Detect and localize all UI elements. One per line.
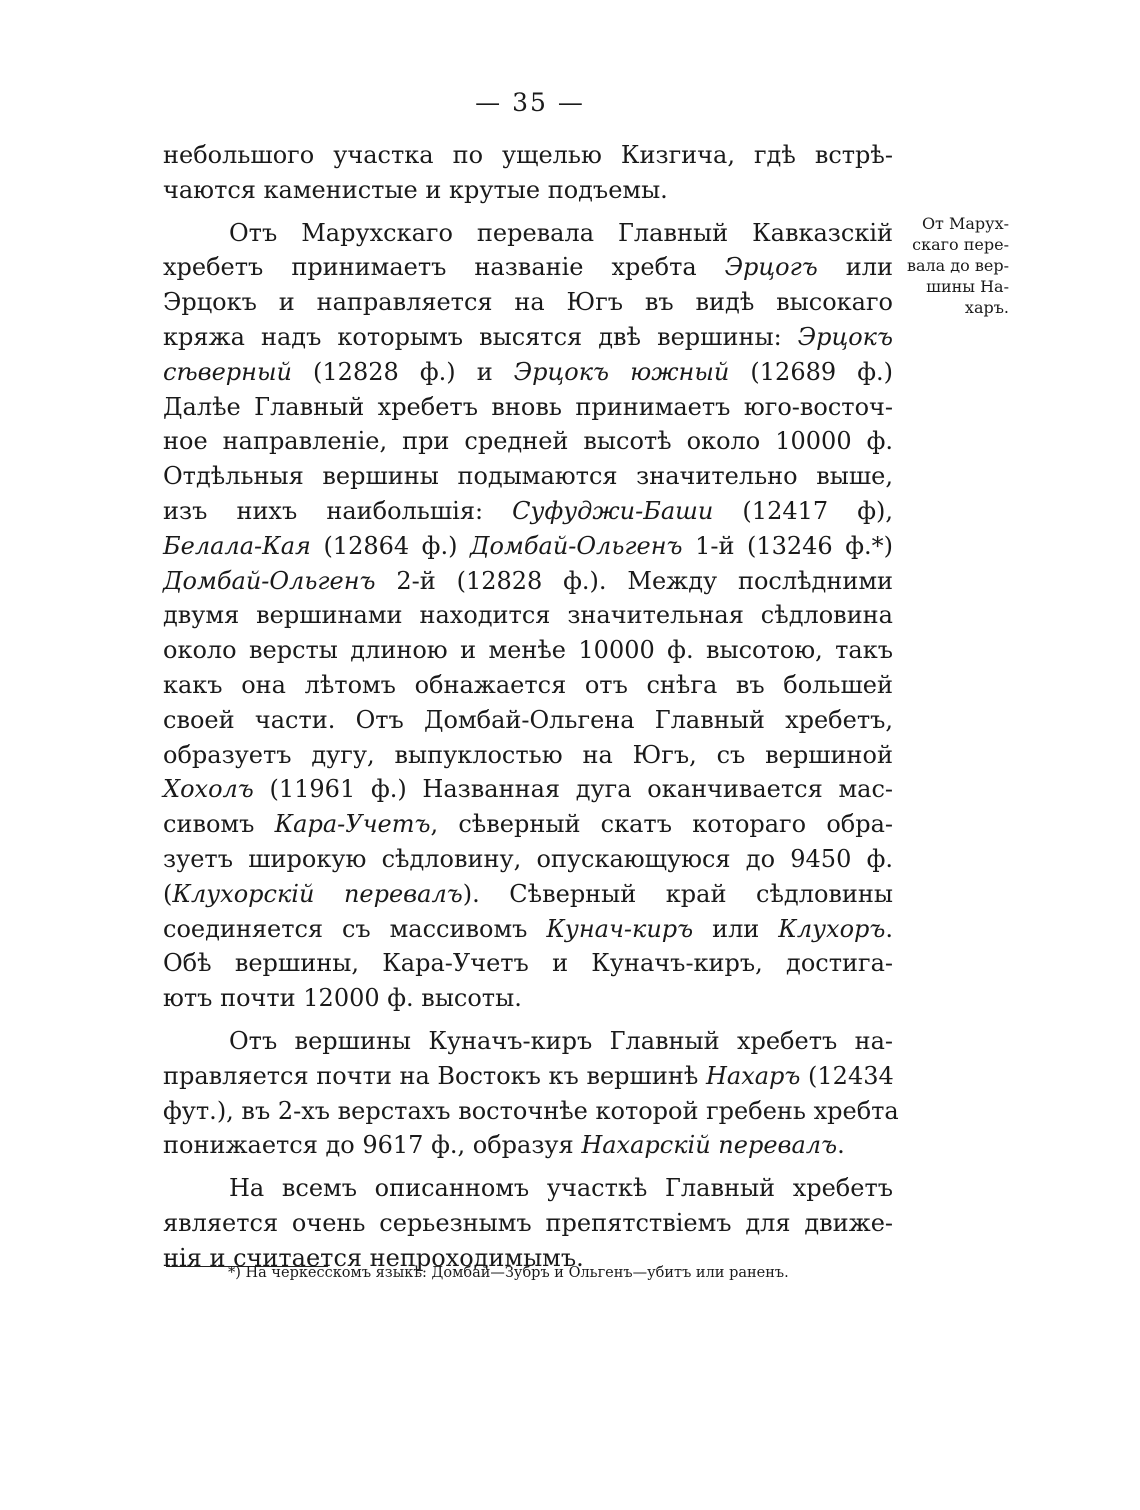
text-run: Обѣ вершины, Кара-Учетъ и Куначъ-киръ, достига- [163,949,893,978]
text-run: или [817,253,893,282]
text-run: Отъ Марухскаго перевала Главный Кавказскій [229,218,893,247]
text-line [163,981,893,1016]
page-number: — 35 — [475,88,585,117]
text-line [163,772,893,807]
text-line [163,877,893,912]
text-run: . [837,1131,845,1160]
italic-name: Суфуджи-Баши [512,496,714,525]
text-run: ютъ почти 12000 ф. высоты. [163,984,522,1013]
text-line [163,250,893,285]
italic-name: Нахарскій перевалъ [581,1131,838,1160]
margin-note-line: От Марух- [921,214,1009,233]
text-run: образуетъ дугу, выпуклостью на Югъ, съ вершиной [163,740,893,769]
text-line [163,459,893,494]
text-line [163,842,893,877]
text-run: (12864 ф.) [310,531,470,560]
italic-name: Клухорскій перевалъ [172,879,463,908]
text-run: кряжа надъ которымъ высятся двѣ вершины: [163,322,798,351]
text-line [163,529,893,564]
text-run: около версты длиною и менѣе 10000 ф. высотою, такъ [163,636,893,665]
text-line [163,494,893,529]
text-line [163,946,893,981]
text-run: является очень серьезнымъ препятствіемъ для движе- [163,1208,893,1237]
text-line [163,598,893,633]
text-line [163,1024,893,1059]
text-run: своей части. Отъ Домбай-Ольгена Главный хребетъ, [163,705,893,734]
text-line [163,1206,893,1241]
italic-name: Клухоръ [778,914,886,943]
text-run: (12828 ф.) и [291,357,514,386]
italic-name: Кунач-киръ [546,914,694,943]
text-run: Отдѣльныя вершины подымаются значительно выше, [163,462,893,491]
text-line [163,216,893,251]
text-run: Отъ вершины Куначъ-киръ Главный хребетъ на- [229,1026,893,1055]
margin-note [884,213,1009,318]
margin-note-line: харъ. [964,298,1009,317]
italic-name: Кара-Учетъ [274,810,431,839]
text-run: На всемъ описанномъ участкѣ Главный хребетъ [229,1174,893,1203]
text-line [163,1094,899,1129]
text-line [163,1059,893,1094]
text-run: ное направленіе, при средней высотѣ около 10000 ф. [163,427,893,456]
text-line [163,1171,893,1206]
italic-name: сѣверный [163,357,292,386]
text-line [163,320,893,355]
text-run: (12434 [800,1061,894,1090]
text-line [163,912,893,947]
text-run: правляется почти на Востокъ къ вершинѣ [163,1061,706,1090]
text-run: Далѣе Главный хребетъ вновь принимаетъ юго-восточ- [163,392,893,421]
text-line [163,564,893,599]
italic-name: Нахаръ [705,1061,801,1090]
text-line [163,668,893,703]
text-run: , сѣверный скатъ котораго обра- [430,810,893,839]
text-run: 2-й (12828 ф.). Между послѣдними [375,566,893,595]
text-line [163,173,893,208]
text-run: (12689 ф.) [729,357,893,386]
text-run: 1-й (13246 ф.*) [682,531,894,560]
text-run: какъ она лѣтомъ обнажается отъ снѣга въ большей [163,670,893,699]
text-line [163,807,893,842]
text-run: или [693,914,779,943]
text-line [163,703,893,738]
paragraph-gap [163,1163,893,1171]
text-run: изъ нихъ наибольшія: [163,496,513,525]
text-run: сивомъ [163,810,275,839]
text-line [163,633,893,668]
margin-note-line: вала до вер- [906,256,1009,275]
text-run: нія и считается непроходимымъ. [163,1243,584,1272]
text-line [163,285,893,320]
text-line [163,138,893,173]
text-line [163,355,893,390]
body-text [163,138,899,1276]
text-run: ). Сѣверный край сѣдловины [462,879,893,908]
text-line [163,738,893,773]
paragraph-gap [163,208,893,216]
margin-note-line: шины На- [926,277,1009,296]
text-run: чаются каменистые и крутые подъемы. [163,175,668,204]
text-run: ( [163,879,173,908]
text-line [163,390,893,425]
text-run: понижается до 9617 ф., образуя [163,1131,582,1160]
text-run: (12417 ф), [713,496,894,525]
text-run: (11961 ф.) Названная дуга оканчивается мас- [253,775,893,804]
text-run: соединяется съ массивомъ [163,914,547,943]
text-run: хребетъ принимаетъ названіе хребта [163,253,725,282]
text-run: Эрцокъ и направляется на Югъ въ видѣ высокаго [163,288,893,317]
text-run: фут.), въ 2-хъ верстахъ восточнѣе которой гребень хребта [163,1096,899,1125]
footnote: *) На черкесскомъ языкѣ: Домбай—Зубръ и Ольгенъ—убитъ или раненъ. [228,1265,789,1281]
text-line [163,1128,893,1163]
italic-name: Хохолъ [163,775,254,804]
text-run: зуетъ широкую сѣдловину, опускающуюся до 9450 ф. [163,844,893,873]
italic-name: Домбай-Ольгенъ [163,566,376,595]
text-run: двумя вершинами находится значительная сѣдловина [163,601,893,630]
italic-name: Эрцокъ южный [513,357,730,386]
paragraph-gap [163,1016,893,1024]
text-run: . [885,914,894,943]
text-run: небольшого участка по ущелью Кизгича, гдѣ встрѣ- [163,141,893,169]
italic-name: Эрцокъ [797,322,893,351]
text-line [163,424,893,459]
margin-note-line: скаго пере- [912,235,1009,254]
italic-name: Белала-Кая [163,531,311,560]
italic-name: Домбай-Ольгенъ [470,531,683,560]
italic-name: Эрцогъ [724,253,818,282]
